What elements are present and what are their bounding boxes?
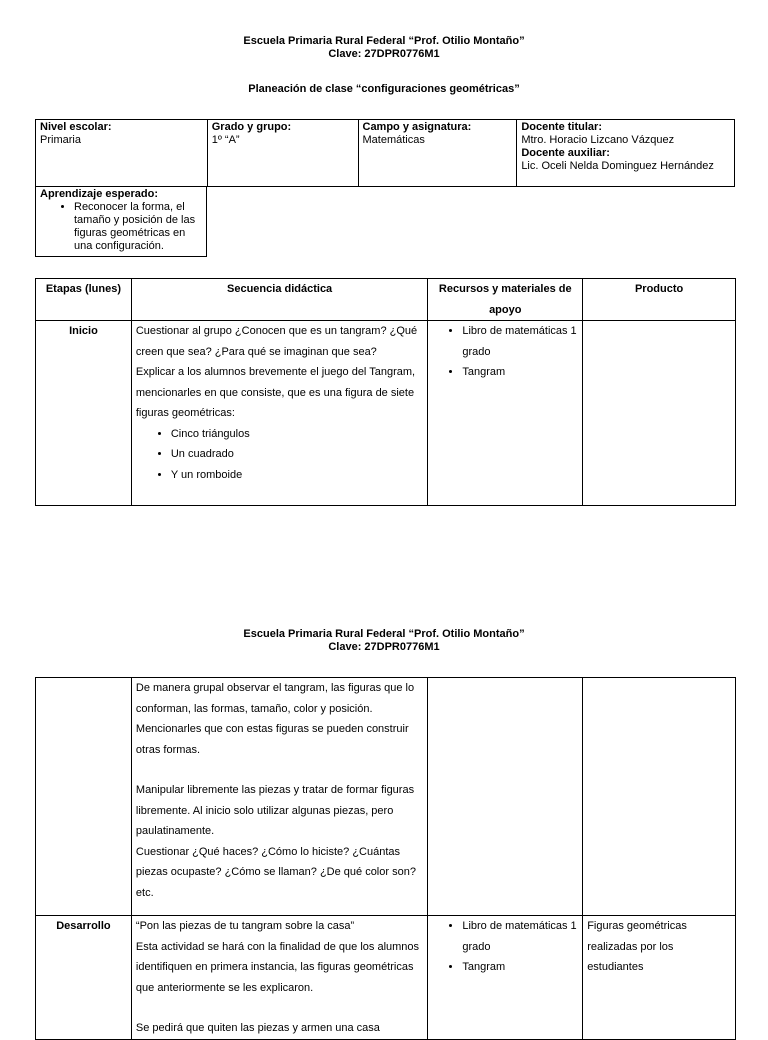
desarrollo-secuencia xyxy=(131,916,427,1040)
desarrollo-text-2: Esta actividad se hará con la finalidad de que los alumnos identifiquen en primera instancia, las figuras geométricas que anteriormente se les explicaron. xyxy=(135,940,420,994)
list-item: • Y un romboide xyxy=(171,465,423,486)
nivel-value: Primaria xyxy=(40,134,81,146)
nivel-label: Nivel escolar: xyxy=(40,121,112,133)
inicio-text: Cuestionar al grupo ¿Conocen que es un tangram? ¿Qué creen que sea? ¿Para qué se imaginan que sea? xyxy=(135,325,418,358)
list-item: • Tangram xyxy=(462,957,578,978)
cont-producto xyxy=(583,678,736,916)
aprendizaje-list xyxy=(40,201,202,253)
campo-cell xyxy=(358,120,517,187)
grado-value: 1º “A” xyxy=(211,134,240,146)
campo-label: Campo y asignatura: xyxy=(362,121,472,133)
sequence-table-page2 xyxy=(35,677,736,1040)
header-producto: Producto xyxy=(583,279,736,321)
stage-inicio: Inicio xyxy=(36,321,132,506)
inicio-figuras-list xyxy=(136,424,423,486)
nivel-cell xyxy=(36,120,208,187)
list-item: • Cinco triángulos xyxy=(171,424,423,445)
school-clave: Clave: 27DPR0776M1 xyxy=(328,641,440,653)
desarrollo-recursos-list xyxy=(432,916,578,978)
aprendizaje-table xyxy=(35,186,207,257)
cont-recursos xyxy=(428,678,583,916)
info-table xyxy=(35,119,735,187)
inicio-secuencia xyxy=(131,321,427,506)
auxiliar-value: Lic. Oceli Nelda Dominguez Hernández xyxy=(521,160,714,172)
cont-stage xyxy=(36,678,132,916)
sequence-table-page1 xyxy=(35,278,736,506)
school-header-2 xyxy=(0,628,768,654)
auxiliar-label: Docente auxiliar: xyxy=(521,147,610,159)
desarrollo-text-3: Se pedirá que quiten las piezas y armen una casa xyxy=(135,1022,380,1034)
grado-cell xyxy=(207,120,358,187)
list-item: • Tangram xyxy=(462,362,578,383)
desarrollo-recursos xyxy=(428,916,583,1040)
docente-label: Docente titular: xyxy=(521,121,602,133)
header-recursos: Recursos y materiales de apoyo xyxy=(428,279,583,321)
inicio-recursos xyxy=(428,321,583,506)
school-name: Escuela Primaria Rural Federal “Prof. Otilio Montaño” xyxy=(243,628,525,640)
campo-value: Matemáticas xyxy=(362,134,425,146)
docente-cell xyxy=(517,120,735,187)
desarrollo-text-1: “Pon las piezas de tu tangram sobre la casa” xyxy=(135,920,355,932)
page-title: Planeación de clase “configuraciones geométricas” xyxy=(248,83,520,95)
school-header xyxy=(0,35,768,61)
aprendizaje-label: Aprendizaje esperado: xyxy=(40,188,158,200)
cont-secuencia xyxy=(131,678,427,916)
header-secuencia: Secuencia didáctica xyxy=(131,279,427,321)
cont-text-1: De manera grupal observar el tangram, las figuras que lo conforman, las formas, tamaño, color y posición. Mencionarles que con estas figuras se pueden construir otras formas. xyxy=(135,682,415,756)
list-item: • Un cuadrado xyxy=(171,444,423,465)
list-item: • Libro de matemáticas 1 grado xyxy=(462,321,578,362)
cont-text-3: Cuestionar ¿Qué haces? ¿Cómo lo hiciste? ¿Cuántas piezas ocupaste? ¿Cómo se llaman? ¿De qué color son? etc. xyxy=(135,845,416,899)
inicio-recursos-list xyxy=(432,321,578,383)
school-name: Escuela Primaria Rural Federal “Prof. Otilio Montaño” xyxy=(243,35,525,47)
aprendizaje-cell xyxy=(36,187,207,257)
grado-label: Grado y grupo: xyxy=(211,121,292,133)
docente-value: Mtro. Horacio Lizcano Vázquez xyxy=(521,134,675,146)
desarrollo-producto: Figuras geométricas realizadas por los estudiantes xyxy=(583,916,736,1040)
stage-desarrollo: Desarrollo xyxy=(36,916,132,1040)
school-clave: Clave: 27DPR0776M1 xyxy=(328,48,440,60)
cont-text-2: Manipular libremente las piezas y tratar de formar figuras libremente. Al inicio solo utilizar algunas piezas, pero paulatinamente. xyxy=(135,784,415,837)
header-etapas: Etapas (lunes) xyxy=(36,279,132,321)
list-item: • Libro de matemáticas 1 grado xyxy=(462,916,578,957)
inicio-text2: Explicar a los alumnos brevemente el juego del Tangram, mencionarles en que consiste, que es una figura de siete figuras geométricas: xyxy=(135,366,416,419)
inicio-producto xyxy=(583,321,736,506)
aprendizaje-item: • Reconocer la forma, el tamaño y posición de las figuras geométricas en una configuración. xyxy=(74,201,202,253)
